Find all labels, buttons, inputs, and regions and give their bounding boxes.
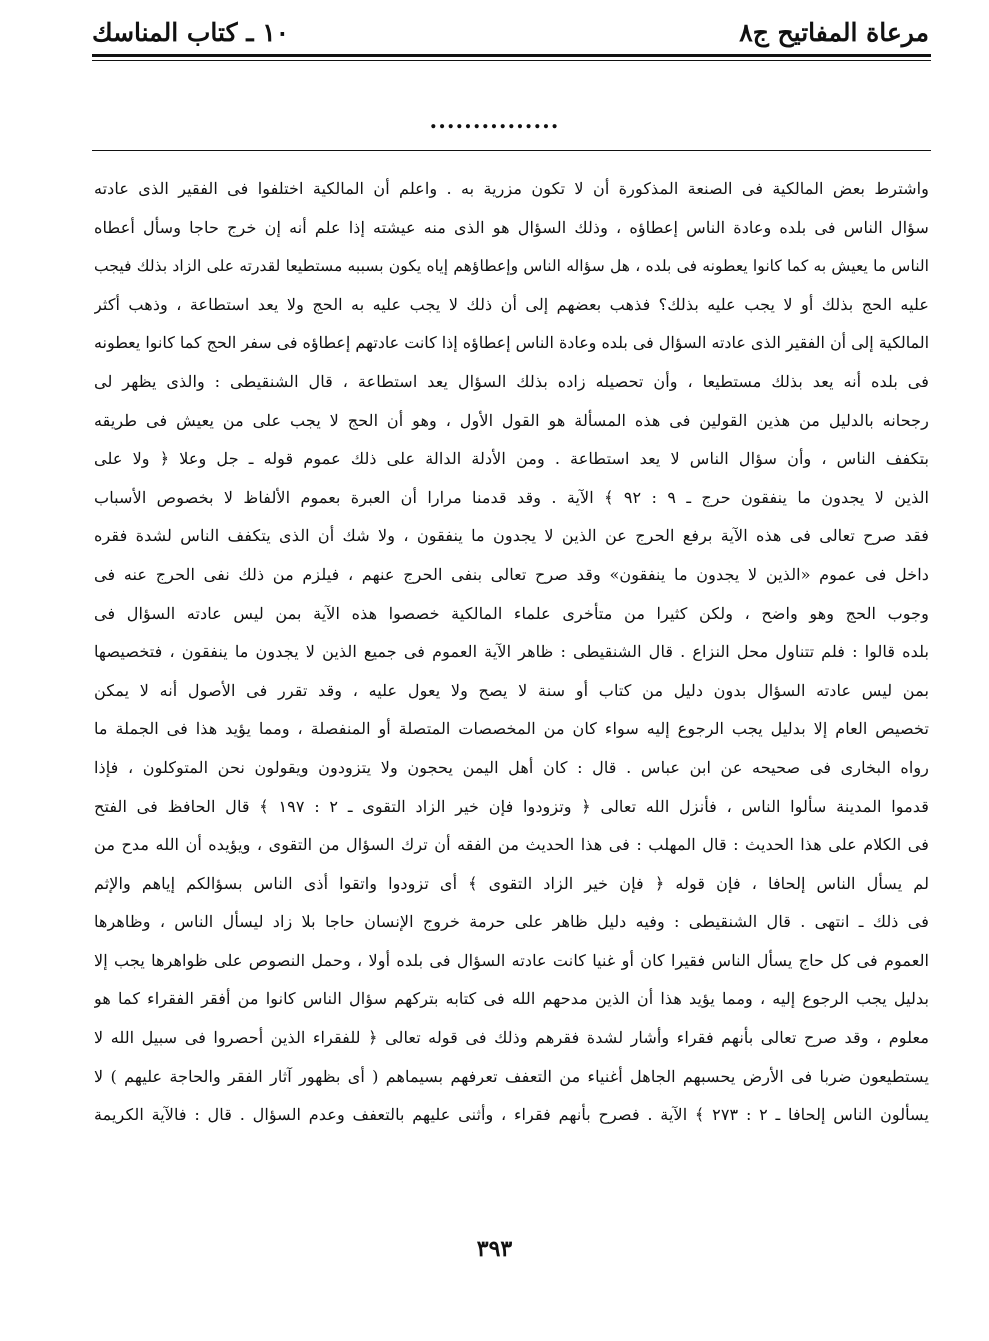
text-line: رواه البخارى فى صحيحه عن ابن عباس . قال : كان أهل اليمن يحجون ولا يتزودون ويقولون نحن المتوكلون ، فإذا [94,757,929,777]
text-line: فى بلده أنه يعد بذلك مستطيعا ، وأن تحصيله زاده بذلك السؤال يعد استطاعة ، قال الشنقيطى : والذى يظهر لى [94,371,929,391]
text-line: يستطيعون ضربا فى الأرض يحسبهم الجاهل أغنياء من التعفف تعرفهم بسيماهم ( أى بظهور آثار الفقر والحاجة عليهم ) لا [94,1066,929,1086]
text-line: سؤال الناس فى بلده وعادة الناس إعطاؤه ، وذلك السؤال هو الذى منه عيشته إذا علم أنه إن خرج حاجا وسأل أعطاه [94,217,929,237]
page-number: ٣٩٣ [476,1236,513,1262]
text-line: المالكية إلى أن الفقير الذى عادته السؤال فى بلده وعادة الناس إعطاؤه إذا كانت عادتهم إعطاؤه فى سفر الحج كما كانوا يعطونه [94,333,929,353]
text-line: تخصيص العام إلا بدليل يجب الرجوع إليه سواء كان من المخصصات المتصلة أو المنفصلة ، ومما يؤيد هذا فى الجملة ما [94,719,929,739]
body-text [94,170,929,1135]
text-line: الذين لا يجدون ما ينفقون حرج ـ ٩ : ٩٢ ﴾ الآية . وقد قدمنا مرارا أن العبرة بعموم الألفاظ لا بخصوص الأسباب [94,487,929,507]
text-line: يسألون الناس إلحافا ـ ٢ : ٢٧٣ ﴾ الآية . فصرح بأنهم فقراء ، وأثنى عليهم بالتعفف وعدم السؤال . قال : فالآية الكريمة [94,1105,929,1125]
separator-rule [92,150,931,151]
text-line: فقد صرح تعالى فى هذه الآية برفع الحرج عن الذين لا يجدون ما ينفقون ، ولا شك أن الذى يتكفف الناس لشدة فقره [94,526,929,546]
text-line: بلده قالوا : فلم تتناول محل النزاع . قال الشنقيطى : ظاهر الآية العموم فى جميع الذين لا يجدون ما ينفقون ، فتخصيصها [94,642,929,662]
text-line: بمن ليس عادته السؤال بدون دليل من كتاب أو سنة لا يصح ولا يعول عليه ، وقد تقرر فى الأصول أنه لا يمكن [94,680,929,700]
text-line: رجحانه بالدليل من هذين القولين فى هذه المسألة هو القول الأول ، وهو أن الحج لا يجب على من يعيش فى طريقه [94,410,929,430]
running-header [92,12,929,52]
text-line: عليه الحج بذلك أو لا يجب عليه بذلك؟ فذهب بعضهم إلى أن ذلك لا يجب عليه به الحج ولا يعد استطاعة ، وذهب أكثر [94,294,929,314]
section-separator: ............... [429,108,560,134]
text-line: بتكفف الناس ، وأن سؤال الناس لا يعد استطاعة . ومن الأدلة الدالة على ذلك عموم قوله ـ جل وعلا ﴿ ولا على [94,449,929,469]
text-line: الناس ما يعيش به كما كانوا يعطونه فى بلده ، هل سؤاله الناس وإعطاؤهم إياه يكون بسببه مستطيعا لقدرته على الزاد بذلك فيجب [94,257,929,276]
text-line: العموم فى كل حاج يسأل الناس فقيرا كان أو غنيا كانت عادته السؤال فى بلده أولا ، وحمل النصوص على ظواهرها يجب إلا [94,950,929,970]
header-rule-thin [92,60,931,61]
header-book-title: مرعاة المفاتيح ج٨ [739,17,929,47]
header-chapter-title: ١٠ ـ كتاب المناسك [92,17,290,47]
text-line: وجوب الحج وهو واضح ، ولكن كثيرا من متأخرى علماء المالكية خصصوا هذه الآية بمن ليس عادته السؤال فى [94,603,929,623]
text-line: داخل فى عموم «الذين لا يجدون ما ينفقون» وقد صرح تعالى بنفى الحرج عنهم ، فيلزم من ذلك نفى الحرج عنه فى [94,564,929,584]
text-line: فى ذلك ـ انتهى . قال الشنقيطى : وفيه دليل ظاهر على حرمة خروج الإنسان حاجا بلا زاد ليسأل الناس ، وظاهرها [94,912,929,932]
text-line: فى الكلام على هذا الحديث : قال المهلب : فى هذا الحديث من الفقه أن ترك السؤال من التقوى ، ويؤيده أن الله مدح من [94,835,929,855]
header-rule-thick [92,54,931,57]
text-line: لم يسأل الناس إلحافا ، فإن قوله ﴿ فإن خير الزاد التقوى ﴾ أى تزودوا واتقوا أذى الناس بسؤالكم إياهم والإثم [94,873,929,893]
text-line: قدموا المدينة سألوا الناس ، فأنزل الله تعالى ﴿ وتزودوا فإن خير الزاد التقوى ـ ٢ : ١٩٧ ﴾ قال الحافظ فى الفتح [94,796,929,816]
text-line: معلوم ، وقد صرح تعالى بأنهم فقراء وأشار لشدة فقرهم وذلك فى قوله تعالى ﴿ للفقراء الذين أحصروا فى سبيل الله لا [94,1028,929,1048]
text-line: بدليل يجب الرجوع إليه ، ومما يؤيد هذا أن الذين مدحهم الله فى كتابه بتركهم سؤال الناس كانوا من أفقر الفقراء كما هو [94,989,929,1009]
text-line: واشترط بعض المالكية فى الصنعة المذكورة أن لا تكون مزرية به . واعلم أن المالكية اختلفوا فى الفقير الذى عادته [94,179,929,198]
